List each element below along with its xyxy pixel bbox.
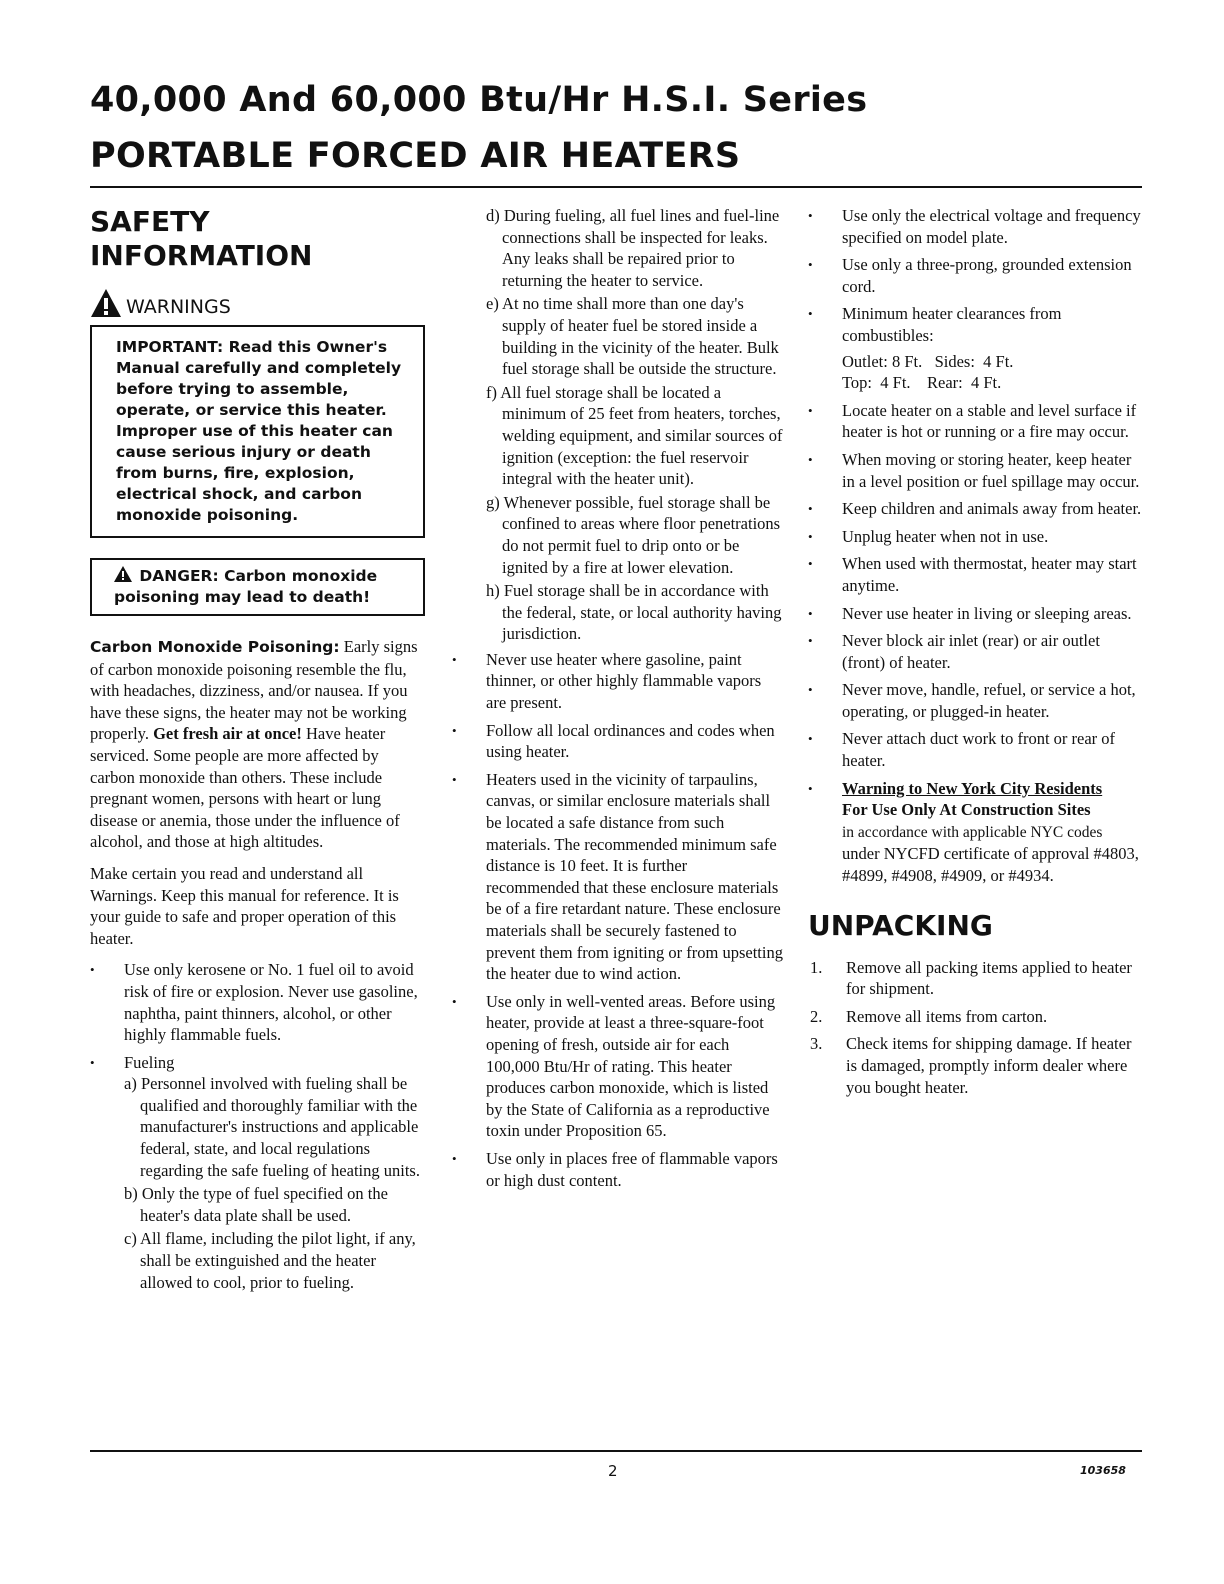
col3-bullet-list — [808, 205, 1142, 887]
fueling-sublist-continued — [452, 205, 784, 645]
fueling-item-a: a) Personnel involved with fueling shall be qualified and thoroughly familiar with the manufacturer's instructions and applicable federal, state, and local regulations regarding the safe fueling of heating units. — [124, 1074, 420, 1180]
fueling-item-d: d) During fueling, all fuel lines and fuel-line connections shall be inspected for leaks. Any leaks shall be repaired prior to returning the heater to service. — [486, 206, 780, 290]
list-item: • Use only in places free of flammable vapors or high dust content. — [452, 1148, 784, 1191]
col1-bullet-list — [90, 959, 425, 1293]
fueling-item-b: b) Only the type of fuel specified on the heater's data plate shall be used. — [124, 1184, 388, 1225]
fueling-item-h: h) Fuel storage shall be in accordance with the federal, state, or local authority having jurisdiction. — [486, 581, 782, 644]
unpacking-list — [808, 957, 1142, 1099]
safety-heading-line-1: SAFETY — [90, 205, 210, 238]
title-line-1: 40,000 And 60,000 Btu/Hr H.S.I. Series — [90, 80, 868, 120]
co-text-2: Have heater serviced. Some people are more affected by carbon monoxide than others. These include pregnant women, persons with heart or lung disease or anemia, those under the influence of alcohol, and those at high altitudes. — [90, 724, 400, 852]
nyc-certificate: under NYCFD certificate of approval #4803, #4899, #4908, #4909, or #4934. — [842, 844, 1139, 886]
column-3 — [808, 205, 1142, 1104]
bottom-rule — [90, 1450, 1142, 1452]
col2-bullet-list — [452, 649, 784, 1191]
list-item: • Follow all local ordinances and codes when using heater. — [452, 720, 784, 763]
fueling-item-c: c) All flame, including the pilot light, if any, shall be extinguished and the heater allowed to cool, prior to fueling. — [124, 1229, 416, 1292]
unpacking-section — [808, 909, 1142, 1099]
clearance-line-1: Outlet: 8 Ft. Sides: 4 Ft. — [842, 351, 1014, 371]
important-notice-box: IMPORTANT: Read this Owner's Manual carefully and completely before trying to assemble, operate, or service this heater. Improper use of this heater can cause serious injury or death from burns, fire, explosion, electrical shock, and carbon monoxide poisoning. — [90, 325, 425, 538]
warning-triangle-icon — [90, 287, 122, 319]
column-2 — [452, 205, 784, 1197]
top-rule — [90, 186, 1142, 188]
list-item: • Never move, handle, refuel, or service a hot, operating, or plugged-in heater. — [808, 679, 1142, 722]
list-item: • When used with thermostat, heater may start anytime. — [808, 553, 1142, 596]
page-title — [90, 72, 1150, 184]
fueling-item-f: f) All fuel storage shall be located a minimum of 25 feet from heaters, torches, welding equipment, and similar sources of ignition (exception: the fuel reservoir integral with the heater unit). — [486, 382, 783, 489]
item-text: Remove all packing items applied to heater for shipment. — [846, 957, 1132, 999]
list-item: • Never use heater in living or sleeping areas. — [808, 603, 1142, 625]
warnings-label: WARNINGS — [126, 296, 231, 319]
co-paragraph — [90, 636, 425, 853]
list-item: • Heaters used in the vicinity of tarpaulins, canvas, or similar enclosure materials shall be located a safe distance from such materials. The recommended minimum safe distance is 10 feet. It is further recommended that these enclosure materials be of a fire retardant nature. These enclosure materials shall be securely fastened to prevent them from igniting or from upsetting the heater due to wind action. — [452, 769, 784, 985]
column-1 — [90, 205, 425, 1299]
bullet-nyc-warning — [808, 778, 1142, 887]
item-number: 3. — [810, 1034, 823, 1054]
co-lead: Carbon Monoxide Poisoning: — [90, 638, 340, 656]
item-number: 1. — [810, 957, 823, 977]
list-item: • Never block air inlet (rear) or air outlet (front) of heater. — [808, 630, 1142, 673]
make-certain-paragraph: Make certain you read and understand all Warnings. Keep this manual for reference. It is your guide to safe and proper operation of this heater. — [90, 863, 399, 948]
document-number: 103658 — [1080, 1464, 1126, 1477]
bullet-voltage: • Use only the electrical voltage and frequency specified on model plate. — [808, 205, 1142, 248]
bullet-fueling — [90, 1052, 425, 1294]
co-text-1: Early signs of carbon monoxide poisoning resemble the flu, with headaches, dizziness, and/or nausea. If you have these signs, the heater may not be working properly. — [90, 637, 418, 744]
item-text: Check items for shipping damage. If heater is damaged, promptly inform dealer where you bought heater. — [846, 1034, 1132, 1097]
list-item — [808, 1006, 1142, 1028]
nyc-construction-sites: For Use Only At Construction Sites — [842, 800, 1091, 820]
item-text: Remove all items from carton. — [846, 1006, 1048, 1026]
nyc-warning-title: Warning to New York City Residents — [842, 778, 1103, 798]
safety-heading-line-2: INFORMATION — [90, 239, 313, 272]
danger-triangle-icon — [114, 566, 132, 582]
list-item: • Never use heater where gasoline, paint thinner, or other highly flammable vapors are present. — [452, 649, 784, 714]
fueling-label: Fueling — [124, 1052, 175, 1072]
bullet-clearance — [808, 303, 1142, 393]
nyc-codes: in accordance with applicable NYC codes — [842, 823, 1103, 841]
bullet-cord: • Use only a three-prong, grounded extension cord. — [808, 254, 1142, 297]
list-item — [808, 1033, 1142, 1098]
co-bold: Get fresh air at once! — [153, 724, 302, 744]
list-item — [808, 957, 1142, 1000]
bullet-kerosene: • Use only kerosene or No. 1 fuel oil to avoid risk of fire or explosion. Never use gasoline, naphtha, paint thinners, alcohol, or other highly flammable fuels. — [90, 959, 425, 1045]
danger-notice-box — [90, 558, 425, 616]
list-item: • When moving or storing heater, keep heater in a level position or fuel spillage may occur. — [808, 449, 1142, 492]
danger-text: DANGER: Carbon monoxide poisoning may lead to death! — [114, 567, 378, 606]
clearance-values — [842, 351, 1142, 394]
warnings-header — [90, 287, 425, 319]
list-item: • Unplug heater when not in use. — [808, 526, 1142, 548]
unpacking-heading: UNPACKING — [808, 908, 993, 942]
clearance-line-2: Top: 4 Ft. Rear: 4 Ft. — [842, 373, 1002, 393]
list-item: • Use only in well-vented areas. Before using heater, provide at least a three-square-foot opening of fresh, outside air for each 100,000 Btu/Hr of rating. This heater produces carbon monoxide, which is listed by the State of California as a reproductive toxin under Proposition 65. — [452, 991, 784, 1142]
fueling-item-e: e) At no time shall more than one day's supply of heater fuel be stored inside a building in the vicinity of the heater. Bulk fuel storage shall be outside the structure. — [486, 294, 779, 379]
list-item: • Locate heater on a stable and level surface if heater is hot or running or a fire may occur. — [808, 400, 1142, 443]
title-line-2: PORTABLE FORCED AIR HEATERS — [90, 136, 741, 176]
fueling-sublist — [124, 1073, 425, 1293]
page-number: 2 — [608, 1462, 618, 1480]
clearance-label: Minimum heater clearances from combustibles: — [842, 304, 1062, 345]
item-number: 2. — [810, 1006, 823, 1026]
safety-heading — [90, 205, 425, 273]
list-item: • Never attach duct work to front or rear of heater. — [808, 728, 1142, 771]
list-item: • Keep children and animals away from heater. — [808, 498, 1142, 520]
fueling-item-g: g) Whenever possible, fuel storage shall be confined to areas where floor penetrations do not permit fuel to drip onto or be ignited by a fire at lower elevation. — [486, 492, 781, 577]
